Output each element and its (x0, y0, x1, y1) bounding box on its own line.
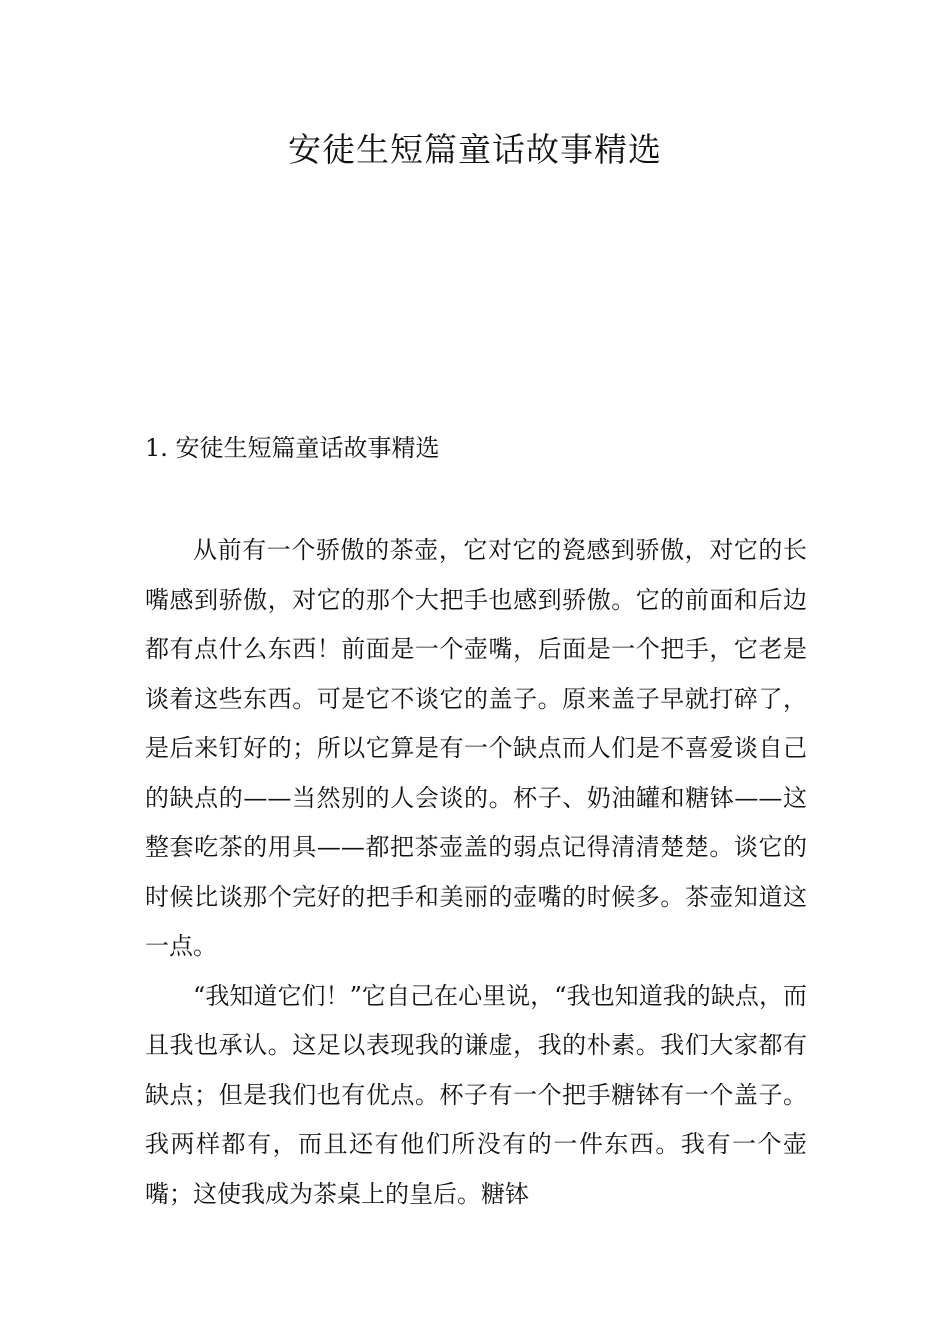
paragraph-2: “我知道它们！”它自己在心里说，“我也知道我的缺点，而且我也承认。这足以表现我的谦虚，我的朴素。我们大家都有缺点；但是我们也有优点。杯子有一个把手糖钵有一个盖子。我两样都有，而且还有他们所没有的一件东西。我有一个壶嘴；这使我成为茶桌上的皇后。糖钵 (145, 981, 807, 1208)
section-heading: 1. 安徒生短篇童话故事精选 (145, 434, 440, 462)
document-title: 安徒生短篇童话故事精选 (288, 130, 662, 169)
paragraph-1: 从前有一个骄傲的茶壶，它对它的瓷感到骄傲，对它的长嘴感到骄傲，对它的那个大把手也感到骄傲。它的前面和后边都有点什么东西！前面是一个壶嘴，后面是一个把手，它老是谈着这些东西。可是它不谈它的盖子。原来盖子早就打碎了，是后来钉好的；所以它算是有一个缺点而人们是不喜爱谈自己的缺点的——当然别的人会谈的。杯子、奶油罐和糖钵——这整套吃茶的用具——都把茶壶盖的弱点记得清清楚楚。谈它的时候比谈那个完好的把手和美丽的壶嘴的时候多。茶壶知道这一点。 (145, 536, 807, 960)
story-body (145, 526, 807, 1219)
